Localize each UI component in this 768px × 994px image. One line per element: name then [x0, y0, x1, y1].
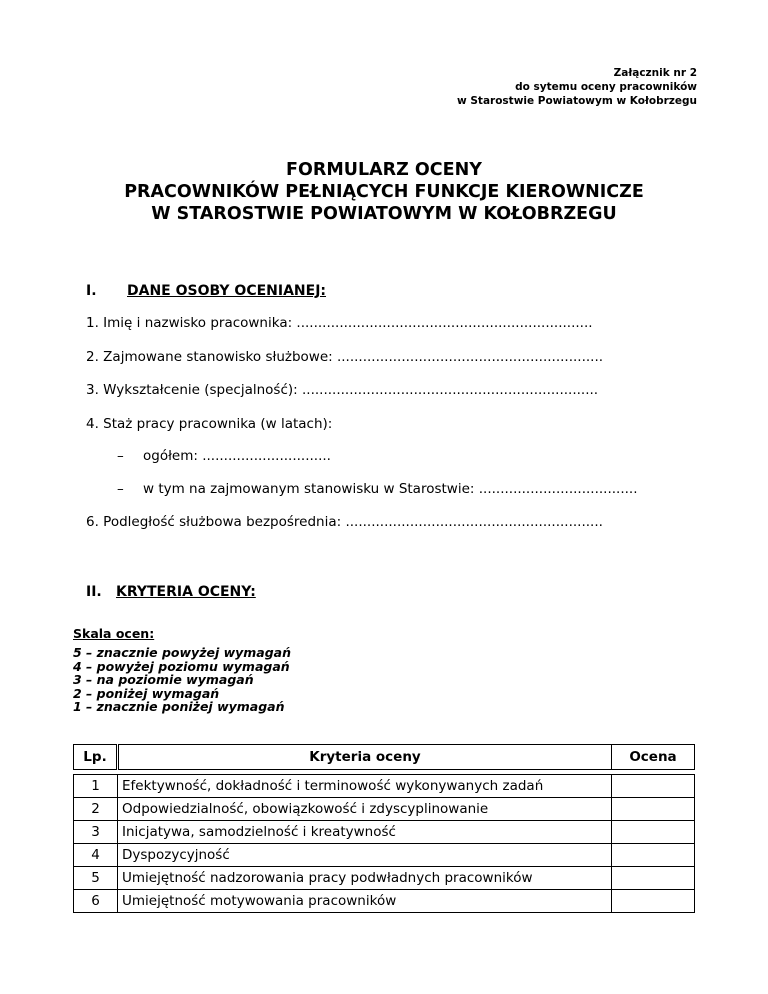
- scale-item: 1 – znacznie poniżej wymagań: [73, 699, 285, 714]
- table-row: [74, 821, 695, 844]
- score-cell[interactable]: [612, 890, 695, 913]
- table-row: [74, 844, 695, 867]
- scale-list: [73, 646, 291, 714]
- score-cell[interactable]: [612, 775, 695, 798]
- row-lp: 4: [74, 844, 118, 867]
- document-title: [0, 159, 768, 225]
- header-criteria: Kryteria oceny: [118, 745, 612, 770]
- scale-item: 5 – znacznie powyżej wymagań: [73, 645, 292, 660]
- field-supervisor[interactable]: 6. Podległość służbowa bezpośrednia: ............................................................: [86, 514, 603, 530]
- title-line-2: PRACOWNIKÓW PEŁNIĄCYCH FUNKCJE KIEROWNICZE: [124, 182, 644, 202]
- row-criterion: Umiejętność motywowania pracowników: [118, 890, 612, 913]
- section-1-heading: [86, 283, 326, 299]
- field-name[interactable]: 1. Imię i nazwisko pracownika: .....................................................................: [86, 315, 593, 331]
- row-lp: 1: [74, 775, 118, 798]
- row-lp: 5: [74, 867, 118, 890]
- field-seniority-label: 4. Staż pracy pracownika (w latach):: [86, 416, 333, 432]
- section-1-number: I.: [86, 283, 97, 299]
- score-cell[interactable]: [612, 867, 695, 890]
- row-lp: 2: [74, 798, 118, 821]
- field-seniority-total-label: ogółem: ..............................: [143, 448, 331, 464]
- row-criterion: Efektywność, dokładność i terminowość wykonywanych zadań: [118, 775, 612, 798]
- field-seniority-current-label: w tym na zajmowanym stanowisku w Starostwie: .....................................: [143, 481, 638, 497]
- annex-line-2: do sytemu oceny pracowników: [515, 81, 697, 93]
- scale-item: 4 – powyżej poziomu wymagań: [73, 658, 290, 674]
- field-seniority-current[interactable]: [117, 481, 638, 497]
- table-header-row: [74, 745, 695, 770]
- scale-item: 2 – poniżej wymagań: [73, 685, 220, 701]
- table-row: [74, 867, 695, 890]
- row-criterion: Inicjatywa, samodzielność i kreatywność: [118, 821, 612, 844]
- scale-heading: Skala ocen:: [73, 626, 155, 641]
- score-cell[interactable]: [612, 798, 695, 821]
- title-line-3: W STAROSTWIE POWIATOWYM W KOŁOBRZEGU: [151, 204, 617, 224]
- title-line-1: FORMULARZ OCENY: [286, 160, 482, 180]
- field-education[interactable]: 3. Wykształcenie (specjalność): .....................................................................: [86, 382, 599, 398]
- scale-item: 3 – na poziomie wymagań: [73, 672, 254, 687]
- row-lp: 3: [74, 821, 118, 844]
- table-row: [74, 798, 695, 821]
- field-seniority-total[interactable]: [117, 448, 331, 464]
- annex-line-3: w Starostwie Powiatowym w Kołobrzegu: [457, 95, 697, 107]
- field-position[interactable]: 2. Zajmowane stanowisko służbowe: ..............................................................: [86, 349, 604, 365]
- table-row: [74, 890, 695, 913]
- section-2-number: II.: [86, 584, 102, 600]
- row-criterion: Dyspozycyjność: [118, 844, 612, 867]
- annex-line-1: Załącznik nr 2: [613, 67, 697, 79]
- row-criterion: Umiejętność nadzorowania pracy podwładnych pracowników: [118, 867, 612, 890]
- header-score: Ocena: [612, 745, 695, 770]
- score-cell[interactable]: [612, 821, 695, 844]
- header-lp: Lp.: [74, 745, 118, 770]
- section-2-heading: [86, 584, 256, 600]
- table-row: [74, 775, 695, 798]
- row-lp: 6: [74, 890, 118, 913]
- bullet-dash: –: [117, 448, 124, 464]
- score-cell[interactable]: [612, 844, 695, 867]
- annex-note: [457, 66, 697, 108]
- section-1-title: DANE OSOBY OCENIANEJ:: [127, 283, 327, 299]
- row-criterion: Odpowiedzialność, obowiązkowość i zdyscyplinowanie: [118, 798, 612, 821]
- section-2-title: KRYTERIA OCENY:: [116, 584, 256, 600]
- bullet-dash: –: [117, 481, 124, 497]
- criteria-table: [73, 744, 695, 913]
